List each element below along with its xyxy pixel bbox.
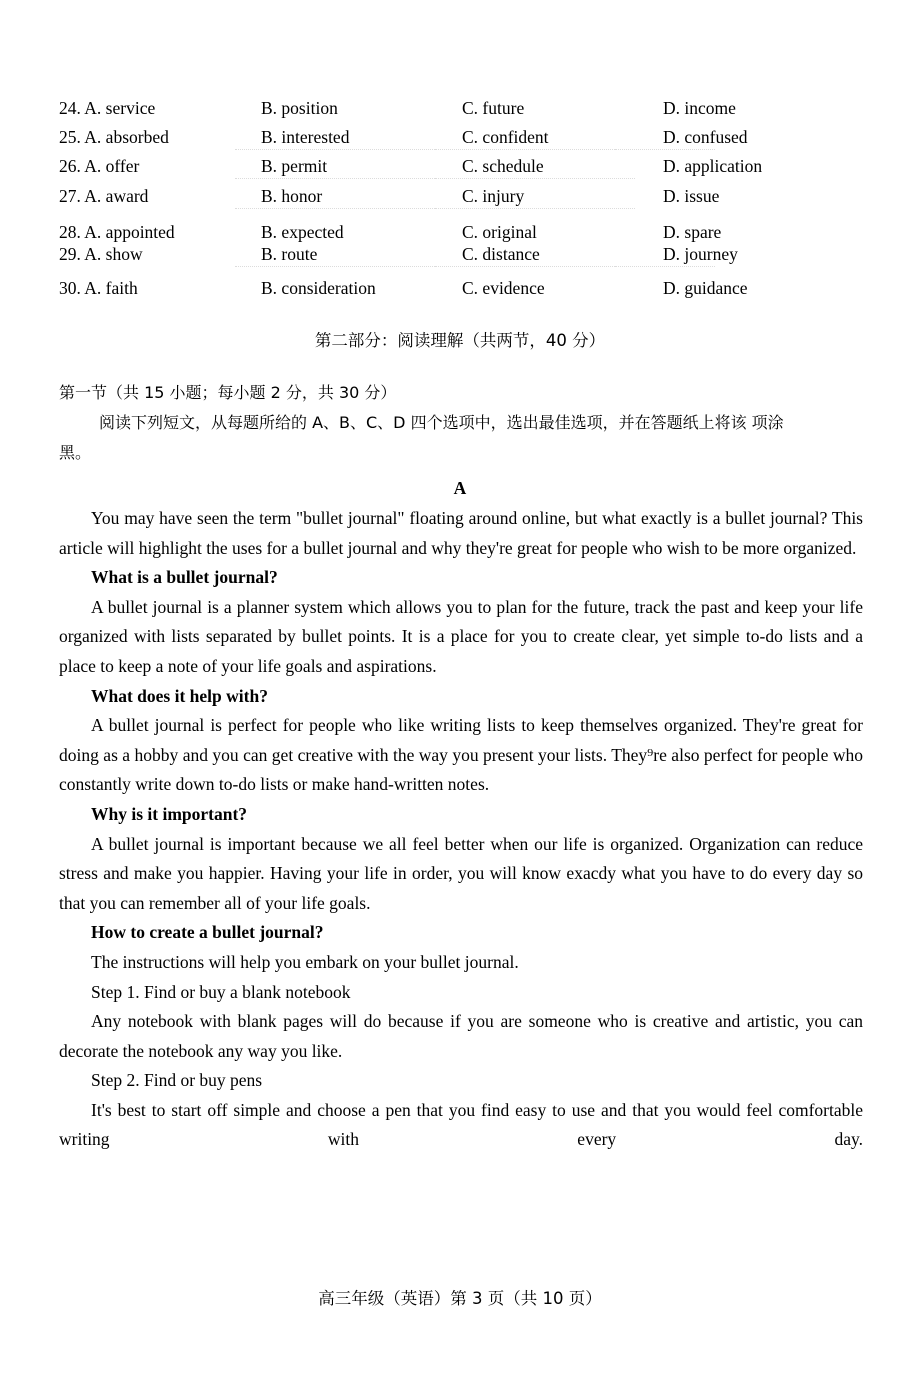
dotted-separator [615, 149, 715, 150]
dotted-separator [235, 149, 435, 150]
option-c: C. evidence [462, 278, 545, 298]
passage-letter: A [453, 478, 467, 498]
question-row-29 [59, 242, 869, 266]
subheading-importance: Why is it important? [91, 803, 248, 824]
option-c: C. future [462, 98, 525, 118]
option-a: 27. A. award [59, 186, 149, 206]
dotted-separator [435, 149, 635, 150]
option-c: C. schedule [462, 156, 544, 176]
option-d: D. application [663, 156, 763, 176]
option-b: B. expected [261, 222, 344, 242]
option-d: D. spare [663, 222, 722, 242]
option-d: D. journey [663, 244, 738, 264]
option-a: 28. A. appointed [59, 222, 175, 242]
dotted-separator [615, 266, 715, 267]
option-a: 25. A. absorbed [59, 127, 169, 147]
option-a: 26. A. offer [59, 156, 140, 176]
option-c: C. confident [462, 127, 549, 147]
option-c: C. original [462, 222, 537, 242]
step-1: Step 1. Find or buy a blank notebook [91, 981, 351, 1002]
dotted-separator [235, 266, 435, 267]
option-b: B. route [261, 244, 318, 264]
dotted-separator [435, 178, 635, 179]
paragraph-uses: A bullet journal is perfect for people who like writing lists to keep themselves organized. They're great for doing as a hobby and you can get creative with the way you present your lists. They⁹re also perfect for people who constantly write down to-do lists or make hand-written notes. [59, 715, 863, 795]
option-b: B. position [261, 98, 338, 118]
dotted-separator [235, 208, 435, 209]
subheading-how-to-create: How to create a bullet journal? [91, 922, 324, 943]
option-d: D. issue [663, 186, 720, 206]
paragraph-step-2: It's best to start off simple and choose a pen that you find easy to use and that you would feel comfortable writing with every day. [59, 1099, 863, 1150]
subheading-what-is: What is a bullet journal? [91, 567, 278, 588]
question-row-28 [59, 220, 869, 244]
option-b: B. consideration [261, 278, 376, 298]
passage-body [59, 504, 863, 1155]
option-a: 30. A. faith [59, 278, 138, 298]
question-row-25 [59, 125, 869, 149]
option-c: C. injury [462, 186, 525, 206]
option-a: 24. A. service [59, 98, 156, 118]
option-c: C. distance [462, 244, 540, 264]
paragraph-importance: A bullet journal is important because we all feel better when our life is organized. Organization can reduce stress and make you happier. Having your life in order, you will know exacdy what you have to do every day so that you can remember all of your life goals. [59, 833, 863, 913]
question-row-30 [59, 276, 869, 300]
option-b: B. honor [261, 186, 323, 206]
paragraph-step-1: Any notebook with blank pages will do because if you are someone who is creative and artistic, you can decorate the notebook any way you like. [59, 1011, 863, 1061]
instruction-line-2: 黑。 [59, 443, 92, 462]
option-d: D. confused [663, 127, 748, 147]
section-info: 第一节（共 15 小题；每小题 2 分，共 30 分） [59, 383, 397, 402]
part-title: 第二部分：阅读理解（共两节，40 分） [314, 331, 606, 350]
paragraph-intro: You may have seen the term "bullet journal" floating around online, but what exactly is a bullet journal? This article will highlight the uses for a bullet journal and why they're great for people who wish to be more organized. [59, 508, 863, 558]
option-d: D. guidance [663, 278, 748, 298]
question-row-26 [59, 154, 869, 178]
dotted-separator [235, 178, 435, 179]
dotted-separator [435, 208, 635, 209]
paragraph-instructions: The instructions will help you embark on your bullet journal. [91, 951, 519, 972]
question-row-27 [59, 184, 869, 208]
option-b: B. permit [261, 156, 328, 176]
option-d: D. income [663, 98, 736, 118]
question-row-24 [59, 96, 869, 120]
option-b: B. interested [261, 127, 350, 147]
dotted-separator [435, 266, 635, 267]
subheading-help-with: What does it help with? [91, 685, 268, 706]
instruction-line-1: 阅读下列短文，从每题所给的 A、B、C、D 四个选项中，选出最佳选项，并在答题纸上将该 项涂 [99, 413, 784, 432]
page-footer: 高三年级（英语）第 3 页（共 10 页） [318, 1289, 602, 1308]
option-a: 29. A. show [59, 244, 143, 264]
paragraph-definition: A bullet journal is a planner system which allows you to plan for the future, track the past and keep your life organized with lists separated by bullet points. It is a place for you to create clear, yet simple to-do lists and a place to keep a note of your life goals and aspirations. [59, 596, 863, 676]
step-2: Step 2. Find or buy pens [91, 1070, 263, 1091]
